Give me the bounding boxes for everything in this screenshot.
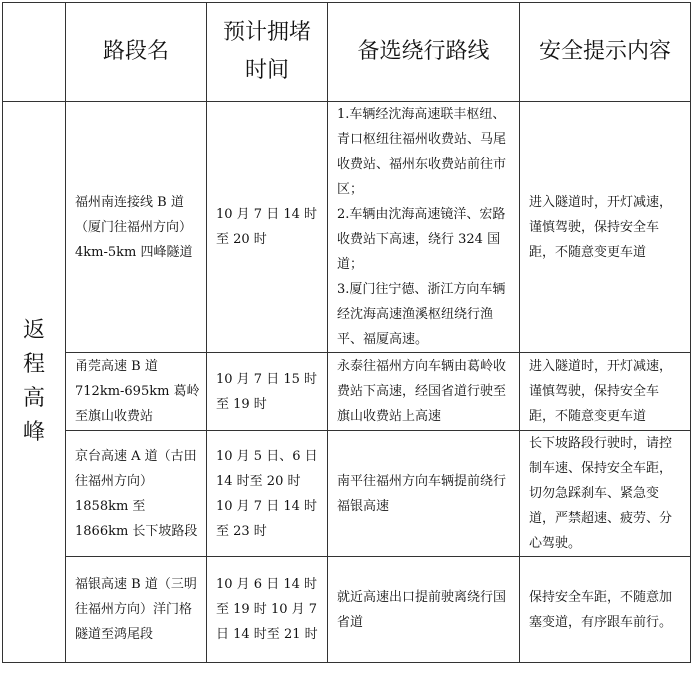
road-cell: 福州南连接线 B 道（厦门往福州方向）4km-5km 四峰隧道 <box>66 102 207 353</box>
tip-cell: 保持安全车距，不随意加塞变道，有序跟车前行。 <box>520 557 691 663</box>
time-cell: 10 月 7 日 14 时至 20 时 <box>207 102 328 353</box>
road-cell: 京台高速 A 道（古田往福州方向）1858km 至 1866km 长下坡路段 <box>66 431 207 557</box>
tip-cell: 进入隧道时，开灯减速，谨慎驾驶，保持安全车距，不随意变更车道 <box>520 102 691 353</box>
route-item: 3.厦门往宁德、浙江方向车辆经沈海高速渔溪枢纽绕行渔平、福厦高速。 <box>337 282 506 347</box>
header-safety-tip: 安全提示内容 <box>520 3 691 102</box>
header-congestion-time: 预计拥堵 时间 <box>207 3 328 102</box>
route-cell <box>328 102 520 353</box>
time-cell: 10 月 5 日、6 日 14 时至 20 时 10 月 7 日 14 时至 23 时 <box>207 431 328 557</box>
section-label: 返程高峰 <box>22 318 45 445</box>
route-item: 1.车辆经沈海高速联丰枢纽、青口枢纽往福州收费站、马尾收费站、福州东收费站前往市区； <box>337 107 507 197</box>
table-row <box>3 353 691 431</box>
congestion-table <box>2 2 691 663</box>
header-row <box>3 3 691 102</box>
header-road-name: 路段名 <box>66 3 207 102</box>
table-row <box>3 102 691 353</box>
road-cell: 福银高速 B 道（三明往福州方向）洋门格隧道至鸿尾段 <box>66 557 207 663</box>
route-item: 永泰往福州方向车辆由葛岭收费站下高速，经国省道行驶至旗山收费站上高速 <box>337 359 507 424</box>
tip-cell: 长下坡路段行驶时，请控制车速、保持安全车距，切勿急踩刹车、紧急变道，严禁超速、疲劳、分心驾驶。 <box>520 431 691 557</box>
route-item: 2.车辆由沈海高速镜洋、宏路收费站下高速，绕行 324 国道； <box>337 207 506 272</box>
time-cell: 10 月 6 日 14 时至 19 时 10 月 7 日 14 时至 21 时 <box>207 557 328 663</box>
table-row <box>3 557 691 663</box>
header-blank <box>3 3 66 102</box>
route-item: 就近高速出口提前驶离绕行国省道 <box>337 589 507 630</box>
section-label-cell <box>3 102 66 663</box>
header-alternate-route: 备选绕行路线 <box>328 3 520 102</box>
route-item: 南平往福州方向车辆提前绕行福银高速 <box>337 473 507 514</box>
route-cell <box>328 557 520 663</box>
route-cell <box>328 431 520 557</box>
time-cell: 10 月 7 日 15 时至 19 时 <box>207 353 328 431</box>
tip-cell: 进入隧道时，开灯减速，谨慎驾驶，保持安全车距，不随意变更车道 <box>520 353 691 431</box>
route-cell <box>328 353 520 431</box>
table-row <box>3 431 691 557</box>
road-cell: 甬莞高速 B 道 712km-695km 葛岭至旗山收费站 <box>66 353 207 431</box>
